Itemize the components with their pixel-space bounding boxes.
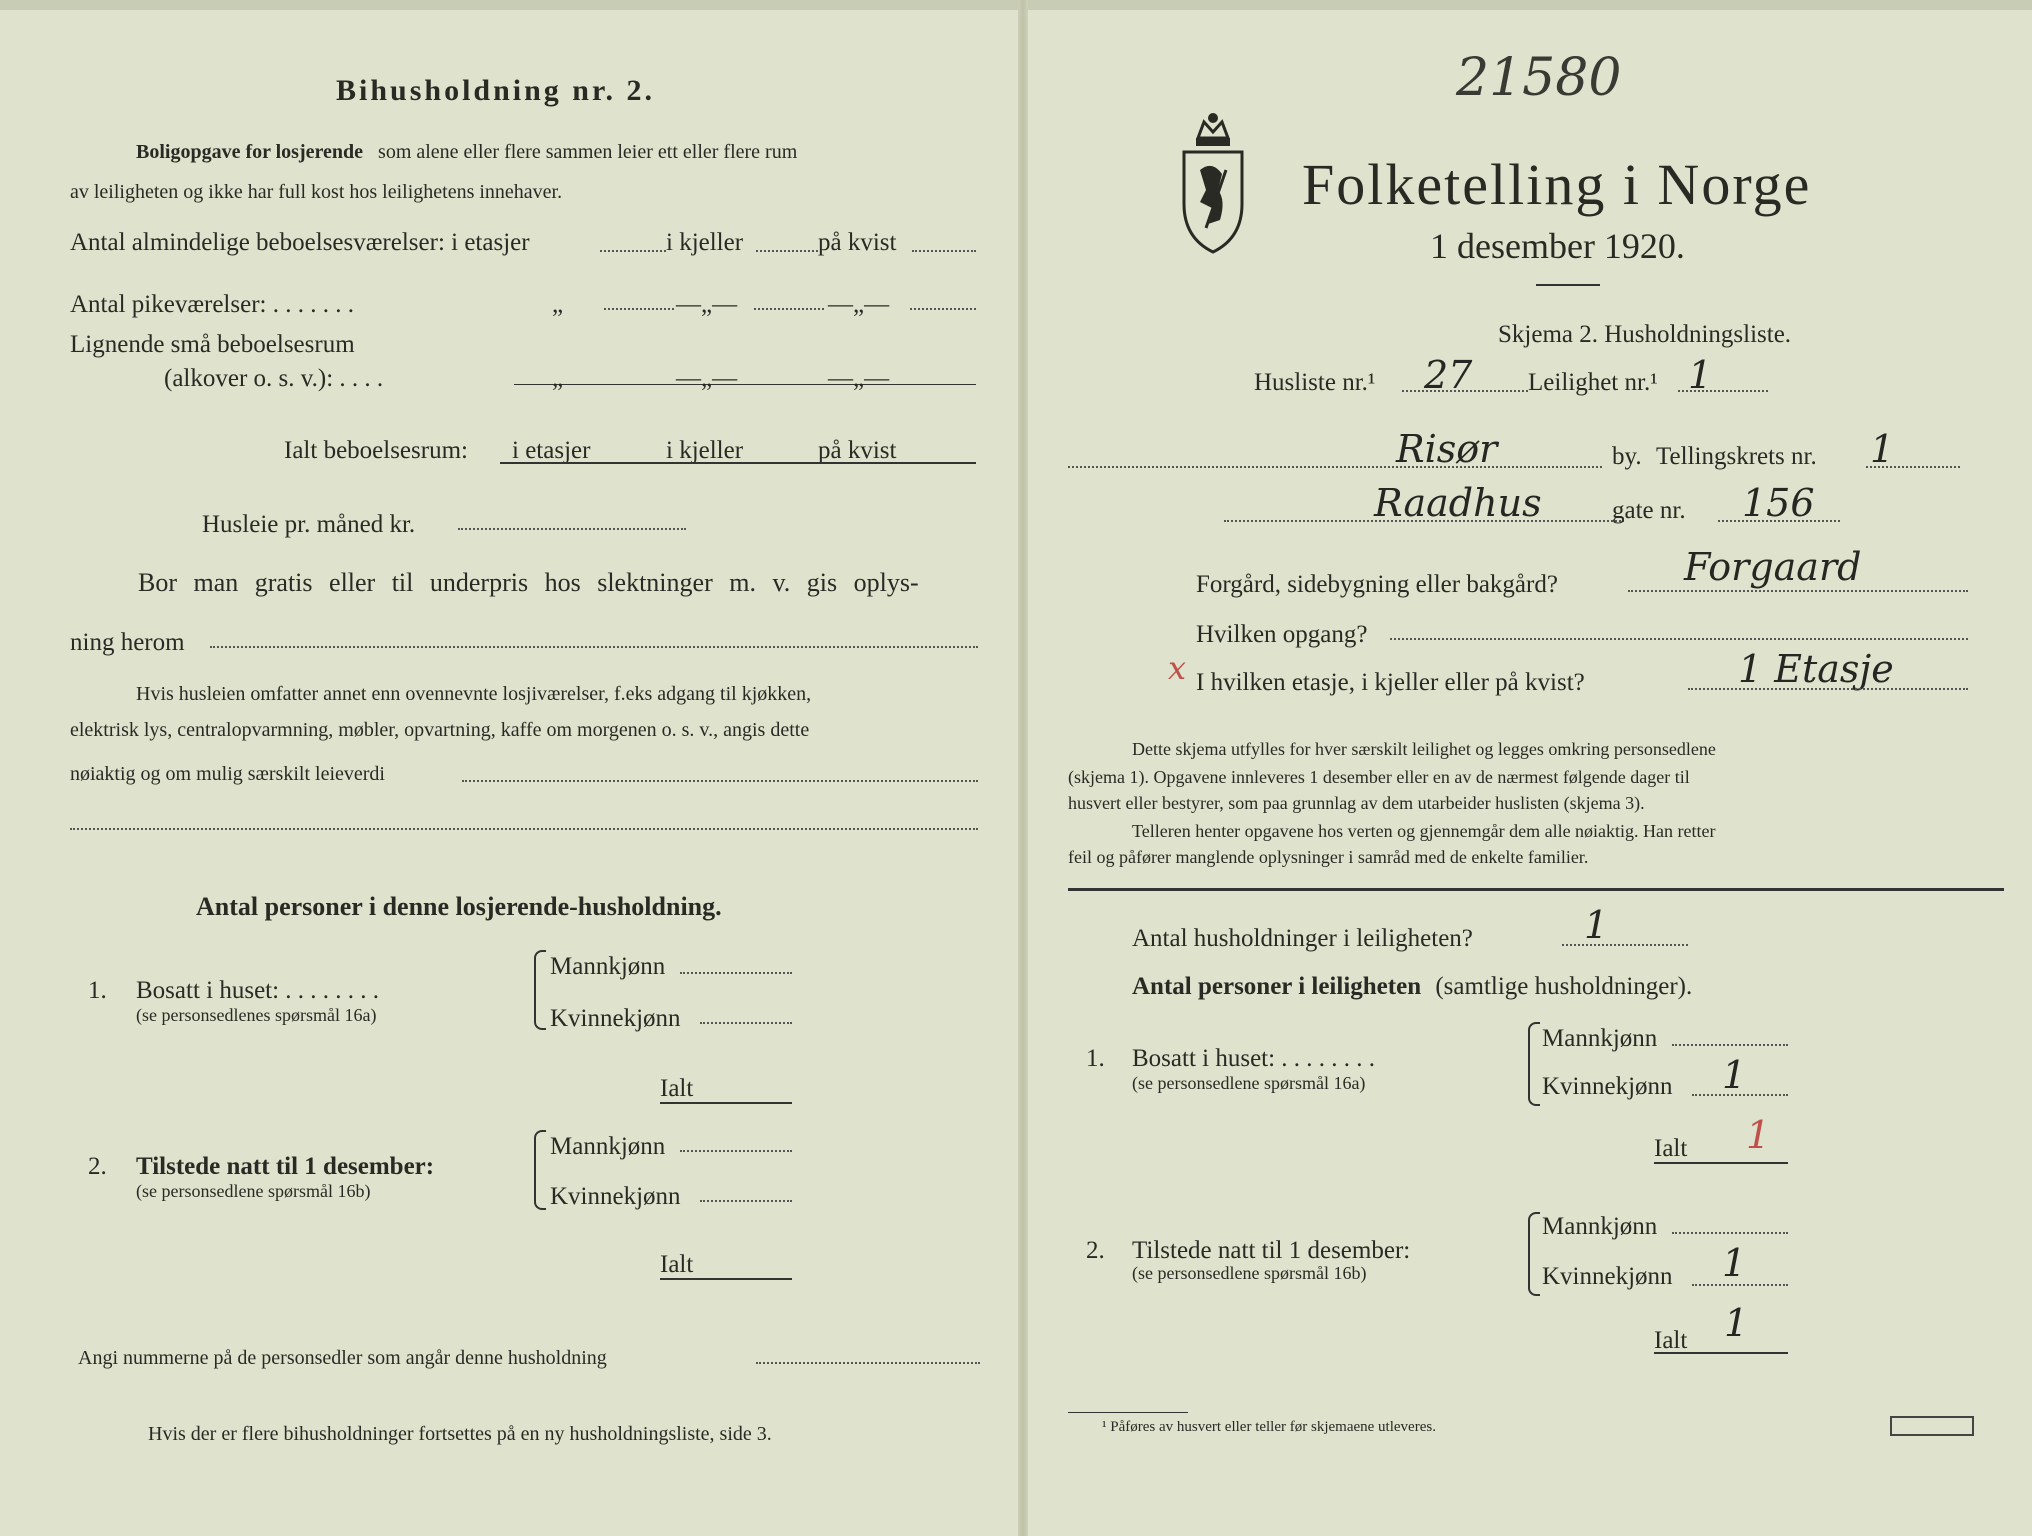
printer-stamp-icon (1890, 1416, 1974, 1436)
right-q1-ialt: Ialt (1654, 1135, 1688, 1162)
gate-line (1224, 520, 1624, 522)
angi-line (756, 1362, 980, 1364)
krets-label: Tellingskrets nr. (1656, 443, 1817, 470)
lignende-1: Lignende små beboelsesrum (70, 331, 355, 358)
right-q1-mann: Mannkjønn (1542, 1025, 1658, 1052)
etasje-label: I hvilken etasje, i kjeller eller på kvist? (1196, 669, 1585, 696)
etasje-value: 1 Etasje (1738, 647, 1894, 691)
left-q2-mann: Mannkjønn (550, 1133, 666, 1160)
intro-line-2: av leiligheten og ikke har full kost hos leilighetens innehaver. (70, 181, 563, 203)
forgard-label: Forgård, sidebygning eller bakgård? (1196, 571, 1558, 598)
right-q2-ialt-line (1654, 1352, 1788, 1354)
form-title: Folketelling i Norge (1302, 152, 1812, 217)
leilighet-value: 1 (1688, 353, 1713, 397)
right-q1-note: (se personsedlene spørsmål 16a) (1132, 1073, 1366, 1093)
info-divider (1068, 888, 2004, 891)
gate-value: Raadhus (1374, 481, 1542, 525)
pike-ditto-2: —„— (676, 291, 738, 318)
footnote-rule (1068, 1412, 1188, 1413)
center-fold (1018, 0, 1028, 1536)
left-q2-ialt: Ialt (660, 1251, 694, 1278)
ialt-rooms-underline (500, 462, 976, 464)
opgang-label: Hvilken opgang? (1196, 621, 1368, 648)
left-q1-label: Bosatt i huset: . . . . . . . . (136, 977, 380, 1004)
rooms-kjeller: i kjeller (666, 229, 744, 256)
persons-heading: Antal personer i denne losjerende-husholdning. (196, 892, 722, 921)
footnote: ¹ Påføres av husvert eller teller før skjemaene utleveres. (1102, 1419, 1436, 1435)
right-page (1028, 0, 2032, 1536)
coat-of-arms-icon (1178, 108, 1248, 258)
right-q1-brace (1528, 1022, 1540, 1106)
intro-bold: Boligopgave for losjerende (136, 141, 364, 163)
husliste-label: Husliste nr.¹ (1254, 369, 1376, 396)
bor-line-1: Bor man gratis eller til underpris hos slektninger m. v. gis oplys- (138, 568, 919, 597)
opgang-line (1390, 638, 1968, 640)
hvis-line-3: nøiaktig og om mulig særskilt leieverdi (70, 763, 385, 785)
right-q1-num: 1. (1086, 1045, 1105, 1072)
hvis-line-1: Hvis husleien omfatter annet enn ovennevnte losjiværelser, f.eks adgang til kjøkken, (136, 683, 812, 705)
right-q2-num: 2. (1086, 1237, 1105, 1264)
gate-nr-line (1718, 520, 1840, 522)
leilighet-label: Leilighet nr.¹ (1528, 369, 1658, 396)
ialt-rooms-etasjer: i etasjer (512, 437, 591, 464)
etasje-line (1688, 688, 1968, 690)
by-line (1068, 466, 1602, 468)
leilighet-line (1678, 390, 1768, 392)
left-q1-mann-line (680, 972, 792, 974)
left-q2-mann-line (680, 1150, 792, 1152)
bor-line (210, 646, 978, 648)
right-q2-kvinne-line (1692, 1284, 1788, 1286)
ialt-rooms-kjeller: i kjeller (666, 437, 744, 464)
angi-label: Angi nummerne på de personsedler som angår denne husholdning (78, 1347, 607, 1369)
persons-bold: Antal personer i leiligheten (1132, 973, 1422, 1000)
pike-label: Antal pikeværelser: . . . . . . . (70, 291, 354, 318)
antal-hush-value: 1 (1584, 903, 1609, 947)
antal-hush-line (1562, 944, 1688, 946)
info-line-2: (skjema 1). Opgavene innleveres 1 desember eller en av de nærmest følgende dager til (1068, 767, 1690, 787)
left-q1-brace (534, 950, 546, 1030)
right-q1-mann-line (1672, 1044, 1788, 1046)
right-q2-ialt: Ialt (1654, 1327, 1688, 1354)
rooms-label: Antal almindelige beboelsesværelser: i etasjer (70, 229, 530, 256)
hvis-line-2: elektrisk lys, centralopvarmning, møbler, opvartning, kaffe om morgenen o. s. v., angis dette (70, 719, 810, 741)
lignende-ditto-3: —„— (828, 365, 890, 392)
left-q2-ialt-line (660, 1278, 792, 1280)
right-q2-mann-line (1672, 1232, 1788, 1234)
hvis-line-extra (70, 828, 978, 830)
husliste-line (1402, 390, 1528, 392)
left-q2-kvinne-line (700, 1200, 792, 1202)
left-q2-num: 2. (88, 1153, 107, 1180)
left-q2-note: (se personsedlene spørsmål 16b) (136, 1181, 371, 1201)
form-date: 1 desember 1920. (1430, 226, 1685, 266)
husliste-value: 27 (1424, 353, 1473, 397)
krets-line (1866, 466, 1960, 468)
left-q1-note: (se personsedlenes spørsmål 16a) (136, 1005, 377, 1025)
left-q1-num: 1. (88, 977, 107, 1004)
antal-hush-label: Antal husholdninger i leiligheten? (1132, 925, 1473, 952)
husleie-line (458, 528, 686, 530)
left-q1-kvinne-line (700, 1022, 792, 1024)
pike-ditto: „ (552, 291, 564, 318)
intro-line-1 (136, 142, 797, 162)
persons-line (1132, 974, 1692, 999)
right-q1-kvinne-value: 1 (1722, 1053, 1747, 1097)
ialt-rooms-kvist: på kvist (818, 437, 897, 464)
pike-line-1 (604, 308, 674, 310)
right-q2-note: (se personsedlene spørsmål 16b) (1132, 1263, 1367, 1283)
info-line-4: Telleren henter opgavene hos verten og gjennemgår dem alle nøiaktig. Han retter (1132, 821, 1716, 841)
gate-label: gate nr. (1612, 497, 1686, 524)
left-q1-kvinne: Kvinnekjønn (550, 1005, 681, 1032)
skjema-label: Skjema 2. Husholdningsliste. (1498, 321, 1792, 348)
rooms-kjeller-line (756, 250, 818, 252)
right-q2-brace (1528, 1212, 1540, 1296)
rooms-kvist: på kvist (818, 229, 897, 256)
by-value: Risør (1396, 427, 1498, 471)
intro-rest: som alene eller flere sammen leier ett eller flere rum (378, 141, 798, 163)
persons-rest: (samtlige husholdninger). (1435, 973, 1693, 1000)
krets-value: 1 (1870, 427, 1895, 471)
right-q1-kvinne: Kvinnekjønn (1542, 1073, 1673, 1100)
title-divider (1536, 284, 1600, 286)
info-line-3: husvert eller bestyrer, som paa grunnlag av dem utarbeider huslisten (skjema 3). (1068, 793, 1645, 813)
pike-line-3 (910, 308, 976, 310)
lignende-underline (514, 384, 976, 385)
right-q2-label: Tilstede natt til 1 desember: (1132, 1237, 1411, 1264)
info-line-1: Dette skjema utfylles for hver særskilt leilighet og legges omkring personsedlene (1132, 739, 1716, 759)
left-q2-brace (534, 1130, 546, 1210)
right-q2-kvinne-value: 1 (1722, 1241, 1747, 1285)
info-line-5: feil og påfører manglende oplysninger i samråd med de enkelte familier. (1068, 847, 1589, 867)
right-q1-ialt-line (1654, 1162, 1788, 1164)
left-heading: Bihusholdning nr. 2. (336, 74, 656, 107)
forgard-value: Forgaard (1684, 545, 1862, 589)
hvis-line (462, 780, 978, 782)
rooms-kvist-line (912, 250, 976, 252)
left-footer: Hvis der er flere bihusholdninger fortsettes på en ny husholdningsliste, side 3. (148, 1423, 772, 1445)
lignende-ditto-2: —„— (676, 365, 738, 392)
gate-nr-value: 156 (1742, 481, 1815, 525)
right-q2-kvinne: Kvinnekjønn (1542, 1263, 1673, 1290)
left-q1-mann: Mannkjønn (550, 953, 666, 980)
archive-number: 21580 (1456, 48, 1622, 108)
right-q2-ialt-value: 1 (1724, 1301, 1749, 1345)
right-q1-label: Bosatt i huset: . . . . . . . . (1132, 1045, 1376, 1072)
left-q2-label: Tilstede natt til 1 desember: (136, 1153, 435, 1180)
etasje-mark: x (1168, 649, 1187, 687)
left-q2-kvinne: Kvinnekjønn (550, 1183, 681, 1210)
bor-line-2: ning herom (70, 629, 185, 656)
right-q2-mann: Mannkjønn (1542, 1213, 1658, 1240)
right-q1-kvinne-line (1692, 1094, 1788, 1096)
left-q1-ialt-line (660, 1102, 792, 1104)
ialt-rooms-label: Ialt beboelsesrum: (284, 437, 468, 464)
rooms-etasjer-line (600, 250, 666, 252)
husleie-label: Husleie pr. måned kr. (202, 511, 416, 538)
left-q1-ialt: Ialt (660, 1075, 694, 1102)
right-q1-ialt-value: 1 (1746, 1113, 1771, 1157)
pike-line-2 (754, 308, 824, 310)
lignende-ditto: „ (552, 365, 564, 392)
by-label: by. (1612, 443, 1642, 470)
lignende-2: (alkover o. s. v.): . . . . (164, 365, 384, 392)
forgard-line (1628, 590, 1968, 592)
pike-ditto-3: —„— (828, 291, 890, 318)
